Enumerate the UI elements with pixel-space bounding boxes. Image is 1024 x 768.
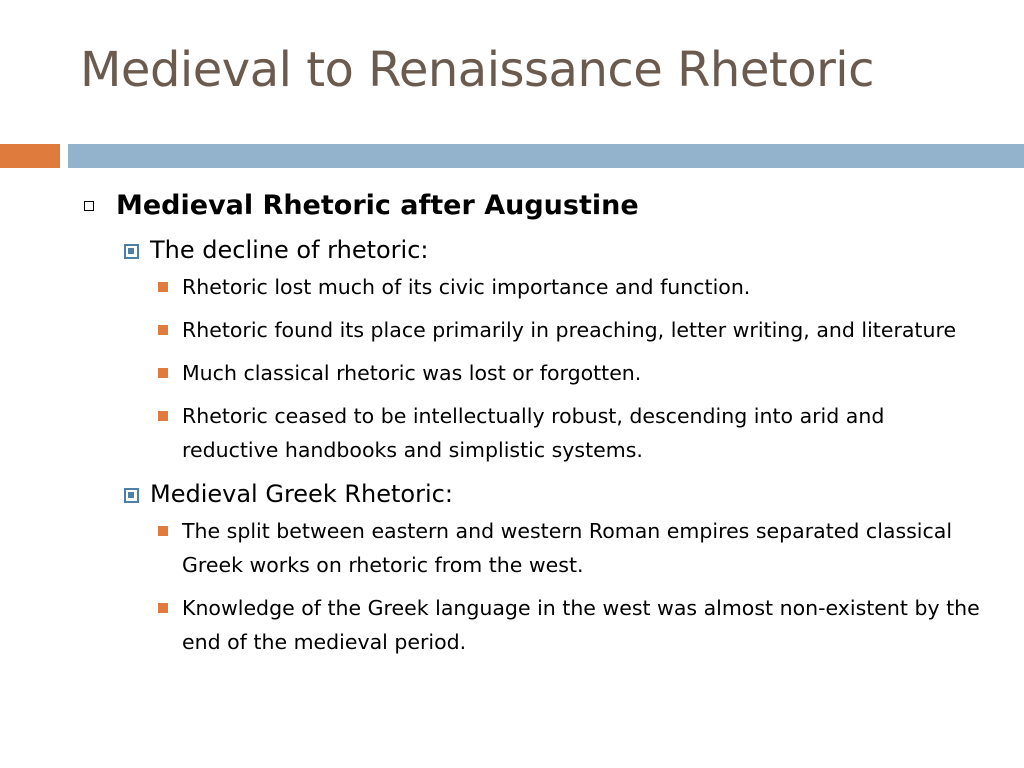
bullet-level3	[158, 591, 982, 659]
subsection-label: The decline of rhetoric:	[150, 236, 429, 264]
title-underline-bar	[68, 144, 1024, 168]
square-bullet-icon	[158, 603, 168, 613]
slide-title: Medieval to Renaissance Rhetoric	[80, 42, 875, 98]
accent-bar	[0, 144, 60, 168]
square-bullet-icon	[158, 282, 168, 292]
hollow-square-bullet-icon	[84, 201, 94, 211]
subsection-label: Medieval Greek Rhetoric:	[150, 480, 453, 508]
bullet-text: Knowledge of the Greek language in the west was almost non-existent by the end of the medieval period.	[182, 596, 980, 654]
square-bullet-icon	[158, 325, 168, 335]
bullet-text: Rhetoric ceased to be intellectually robust, descending into arid and reductive handbooks and simplistic systems.	[182, 404, 885, 462]
bullet-text: The split between eastern and western Roman empires separated classical Greek works on rhetoric from the west.	[182, 519, 953, 577]
square-bullet-icon	[158, 368, 168, 378]
bullet-level2	[124, 232, 984, 268]
square-bullet-icon	[158, 526, 168, 536]
bullet-level3	[158, 356, 982, 390]
bullet-level3	[158, 270, 982, 304]
bullet-level1	[84, 186, 984, 226]
framed-square-bullet-icon	[124, 488, 139, 503]
bullet-level3	[158, 313, 982, 347]
bullet-text: Much classical rhetoric was lost or forgotten.	[182, 361, 642, 385]
bullet-text: Rhetoric lost much of its civic importance and function.	[182, 275, 751, 299]
framed-square-bullet-icon	[124, 244, 139, 259]
bullet-text: Rhetoric found its place primarily in preaching, letter writing, and literature	[182, 318, 957, 342]
section-heading: Medieval Rhetoric after Augustine	[116, 190, 639, 221]
bullet-level3	[158, 514, 982, 582]
square-bullet-icon	[158, 411, 168, 421]
bullet-level3	[158, 399, 982, 467]
slide-body	[84, 186, 984, 668]
bullet-level2	[124, 476, 984, 512]
